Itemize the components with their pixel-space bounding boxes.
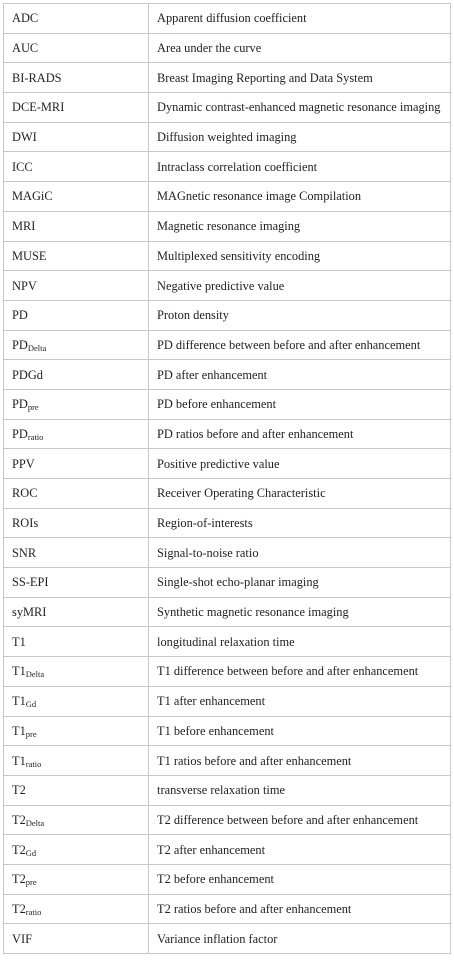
definition-cell: T2 ratios before and after enhancement (149, 894, 451, 924)
definition-cell: Negative predictive value (149, 271, 451, 301)
definition-cell: Single-shot echo-planar imaging (149, 568, 451, 598)
definition-cell: T1 before enhancement (149, 716, 451, 746)
abbreviation-subscript: Delta (27, 342, 47, 353)
abbreviation-row (4, 835, 451, 865)
definition-cell: Signal-to-noise ratio (149, 538, 451, 568)
abbreviation-row (4, 479, 451, 509)
abbreviation-cell (4, 538, 149, 568)
abbreviation-row (4, 33, 451, 63)
abbreviation-text: PD (12, 337, 28, 352)
definition-cell: Apparent diffusion coefficient (149, 4, 451, 34)
abbreviation-subscript: ratio (25, 758, 42, 769)
abbreviation-cell (4, 419, 149, 449)
abbreviation-row (4, 775, 451, 805)
abbreviation-row (4, 538, 451, 568)
abbreviation-text: MUSE (12, 248, 47, 263)
abbreviation-subscript: Gd (25, 699, 37, 710)
definition-cell: Proton density (149, 300, 451, 330)
abbreviation-text: PDGd (12, 367, 43, 382)
abbreviation-row (4, 271, 451, 301)
abbreviation-cell (4, 805, 149, 835)
abbreviation-subscript: pre (27, 402, 39, 413)
definition-cell: Magnetic resonance imaging (149, 211, 451, 241)
abbreviation-text: T1 (12, 723, 26, 738)
abbreviation-row (4, 864, 451, 894)
abbreviation-text: T1 (12, 694, 26, 709)
abbreviation-row (4, 686, 451, 716)
abbreviation-cell (4, 241, 149, 271)
abbreviation-cell (4, 686, 149, 716)
abbreviation-cell (4, 479, 149, 509)
abbreviation-cell (4, 63, 149, 93)
abbreviation-row (4, 449, 451, 479)
abbreviation-cell (4, 4, 149, 34)
abbreviation-text: T2 (12, 842, 26, 857)
abbreviation-cell (4, 775, 149, 805)
definition-cell: T1 ratios before and after enhancement (149, 746, 451, 776)
abbreviation-row (4, 211, 451, 241)
abbreviation-text: ICC (12, 159, 33, 174)
abbreviation-text: AUC (12, 41, 39, 56)
abbreviation-cell (4, 300, 149, 330)
definition-cell: Intraclass correlation coefficient (149, 152, 451, 182)
abbreviation-text: ADC (12, 11, 39, 26)
abbreviation-cell (4, 93, 149, 123)
abbreviation-text: MAGiC (12, 189, 53, 204)
definition-cell: T2 after enhancement (149, 835, 451, 865)
abbreviation-cell (4, 389, 149, 419)
abbreviation-text: T2 (12, 872, 26, 887)
abbreviation-text: MRI (12, 219, 36, 234)
abbreviation-row (4, 805, 451, 835)
abbreviation-row (4, 360, 451, 390)
abbreviations-table-body (4, 4, 451, 954)
abbreviation-cell (4, 657, 149, 687)
definition-cell: transverse relaxation time (149, 775, 451, 805)
abbreviation-text: ROIs (12, 516, 39, 531)
definition-cell: PD after enhancement (149, 360, 451, 390)
abbreviation-row (4, 508, 451, 538)
abbreviation-cell (4, 449, 149, 479)
abbreviation-row (4, 122, 451, 152)
abbreviation-text: T1 (12, 634, 26, 649)
definition-cell: Breast Imaging Reporting and Data System (149, 63, 451, 93)
definition-cell: T1 after enhancement (149, 686, 451, 716)
abbreviation-row (4, 93, 451, 123)
abbreviation-text: ROC (12, 486, 38, 501)
abbreviation-cell (4, 330, 149, 360)
definition-cell: Diffusion weighted imaging (149, 122, 451, 152)
definition-cell: PD ratios before and after enhancement (149, 419, 451, 449)
abbreviation-cell (4, 864, 149, 894)
definition-cell: Synthetic magnetic resonance imaging (149, 597, 451, 627)
definition-cell: Variance inflation factor (149, 924, 451, 954)
abbreviation-text: T1 (12, 664, 26, 679)
abbreviation-cell (4, 271, 149, 301)
definition-cell: T2 before enhancement (149, 864, 451, 894)
abbreviation-row (4, 300, 451, 330)
definition-cell: Positive predictive value (149, 449, 451, 479)
abbreviation-subscript: ratio (27, 431, 44, 442)
abbreviation-row (4, 924, 451, 954)
abbreviation-subscript: Delta (25, 817, 45, 828)
abbreviation-text: T2 (12, 901, 26, 916)
abbreviation-text: PD (12, 308, 28, 323)
abbreviation-cell (4, 152, 149, 182)
definition-cell: Region-of-interests (149, 508, 451, 538)
definition-cell: Multiplexed sensitivity encoding (149, 241, 451, 271)
abbreviation-row (4, 716, 451, 746)
abbreviation-row (4, 330, 451, 360)
abbreviation-subscript: Delta (25, 669, 45, 680)
abbreviation-text: T2 (12, 812, 26, 827)
abbreviation-cell (4, 33, 149, 63)
abbreviation-cell (4, 746, 149, 776)
abbreviation-text: DWI (12, 130, 37, 145)
abbreviation-subscript: pre (25, 728, 37, 739)
abbreviation-text: T1 (12, 753, 26, 768)
abbreviation-text: DCE-MRI (12, 100, 65, 115)
definition-cell: MAGnetic resonance image Compilation (149, 182, 451, 212)
definition-cell: Area under the curve (149, 33, 451, 63)
abbreviation-cell (4, 894, 149, 924)
abbreviation-row (4, 746, 451, 776)
abbreviation-row (4, 4, 451, 34)
abbreviation-row (4, 657, 451, 687)
abbreviation-cell (4, 835, 149, 865)
abbreviation-text: SS-EPI (12, 575, 49, 590)
abbreviation-row (4, 241, 451, 271)
definition-cell: PD before enhancement (149, 389, 451, 419)
abbreviation-row (4, 568, 451, 598)
definition-cell: Dynamic contrast-enhanced magnetic resonance imaging (149, 93, 451, 123)
abbreviation-row (4, 597, 451, 627)
definition-cell: T1 difference between before and after enhancement (149, 657, 451, 687)
abbreviation-text: VIF (12, 931, 32, 946)
definition-cell: Receiver Operating Characteristic (149, 479, 451, 509)
abbreviation-text: BI-RADS (12, 70, 62, 85)
definition-cell: T2 difference between before and after enhancement (149, 805, 451, 835)
abbreviation-text: PD (12, 397, 28, 412)
abbreviation-cell (4, 182, 149, 212)
abbreviation-cell (4, 360, 149, 390)
abbreviation-text: NPV (12, 278, 37, 293)
abbreviation-row (4, 63, 451, 93)
abbreviation-cell (4, 508, 149, 538)
abbreviations-table (3, 3, 451, 954)
abbreviation-cell (4, 568, 149, 598)
abbreviation-row (4, 182, 451, 212)
abbreviation-row (4, 419, 451, 449)
abbreviation-text: PD (12, 426, 28, 441)
abbreviation-cell (4, 716, 149, 746)
abbreviation-row (4, 894, 451, 924)
abbreviation-text: PPV (12, 456, 35, 471)
definition-cell: PD difference between before and after enhancement (149, 330, 451, 360)
abbreviation-subscript: Gd (25, 847, 37, 858)
abbreviation-subscript: ratio (25, 906, 42, 917)
abbreviation-cell (4, 924, 149, 954)
abbreviation-row (4, 389, 451, 419)
abbreviation-cell (4, 627, 149, 657)
abbreviation-row (4, 627, 451, 657)
abbreviation-cell (4, 211, 149, 241)
definition-cell: longitudinal relaxation time (149, 627, 451, 657)
abbreviation-cell (4, 597, 149, 627)
abbreviation-text: T2 (12, 783, 26, 798)
abbreviation-row (4, 152, 451, 182)
abbreviation-text: syMRI (12, 605, 47, 620)
abbreviation-text: SNR (12, 545, 37, 560)
abbreviation-cell (4, 122, 149, 152)
abbreviation-subscript: pre (25, 877, 37, 888)
